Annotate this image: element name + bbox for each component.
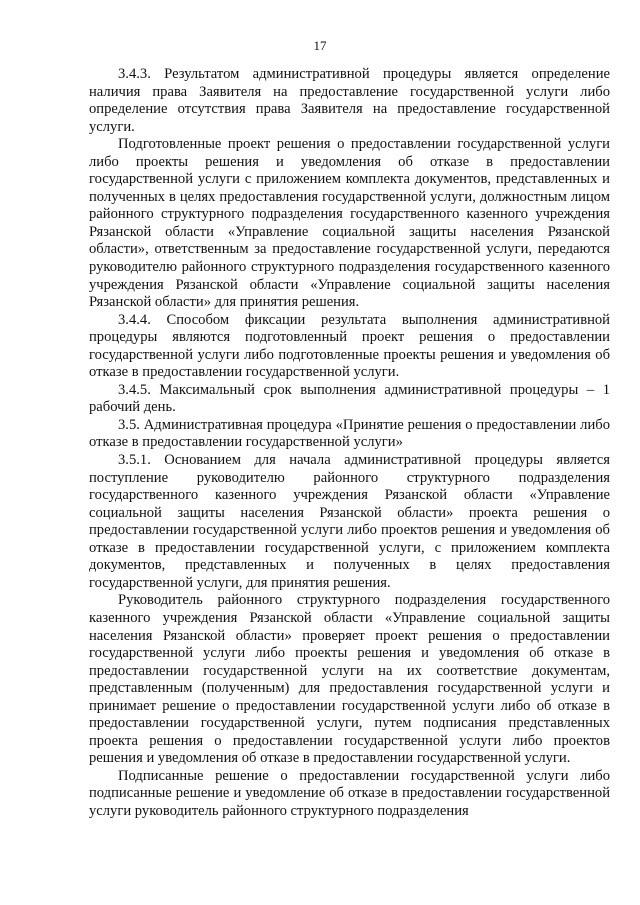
document-body bbox=[89, 66, 610, 821]
paragraph-3-5-1: 3.5.1. Основанием для начала административной процедуры является поступление руководителю районного структурного подразделения государственного казенного учреждения Рязанской области «Управление социальной защиты населения Рязанской области» проекта решения о предоставлении государственной услуги либо проектов решения и уведомления об отказе в предоставлении государственной услуги, с приложением комплекта документов, представленных и полученных в целях предоставления государственной услуги, для принятия решения. bbox=[89, 452, 610, 591]
paragraph-3-5: 3.5. Административная процедура «Принятие решения о предоставлении либо отказе в предоставлении государственной услуги» bbox=[89, 416, 610, 451]
paragraph-signed-decision: Подписанные решение о предоставлении государственной услуги либо подписанные решение и уведомление об отказе в предоставлении государственной услуги руководитель районного структурного подразделения bbox=[89, 767, 610, 819]
paragraph-prepared-drafts: Подготовленные проект решения о предоставлении государственной услуги либо проекты решения и уведомления об отказе в предоставлении государственной услуги с приложением комплекта документов, представленных и полученных в целях предоставления государственной услуги, должностным лицом районного структурного подразделения государственного казенного учреждения Рязанской области «Управление социальной защиты населения Рязанской области», ответственным за предоставление государственной услуги, передаются руководителю районного структурного подразделения государственного казенного учреждения Рязанской области «Управление социальной защиты населения Рязанской области» для принятия решения. bbox=[89, 136, 610, 311]
page-number: 17 bbox=[313, 38, 327, 53]
paragraph-3-4-3: 3.4.3. Результатом административной процедуры является определение наличия права Заявителя на предоставление государственной услуги либо определение отсутствия права Заявителя на предоставление государственной услуги. bbox=[89, 66, 610, 135]
paragraph-3-4-4: 3.4.4. Способом фиксации результата выполнения административной процедуры являются подготовленный проект решения о предоставлении государственной услуги либо подготовленные проекты решения и уведомления об отказе в предоставлении государственной услуги. bbox=[89, 311, 610, 381]
paragraph-3-4-5: 3.4.5. Максимальный срок выполнения административной процедуры – 1 рабочий день. bbox=[89, 381, 610, 416]
paragraph-head-review: Руководитель районного структурного подразделения государственного казенного учреждения Рязанской области «Управление социальной защиты населения Рязанской области» проверяет проект решения о предоставлении государственной услуги либо проекты решения и уведомления об отказе в предоставлении государственной услуги на их соответствие документам, представленным (полученным) для предоставления государственной услуги и принимает решение о предоставлении государственной услуги либо об отказе в предоставлении государственной услуги, путем подписания представленных проекта решения о предоставлении государственной услуги либо проектов решения и уведомления об отказе в предоставлении государственной услуги. bbox=[89, 592, 610, 767]
